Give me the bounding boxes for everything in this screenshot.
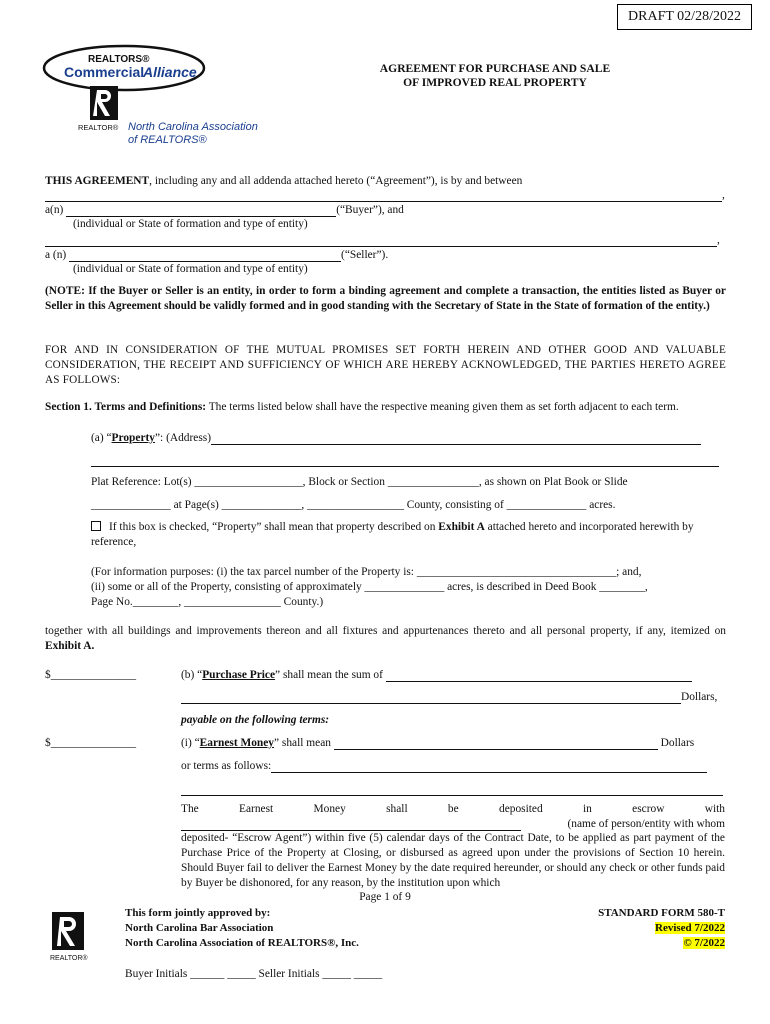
info-line-1: (For information purposes: (i) the tax parcel number of the Property is: ___________________________________; and, [91, 566, 642, 578]
purchase-price-suffix: ” shall mean the sum of [275, 669, 383, 681]
property-label-prefix: (a) “ [91, 432, 112, 444]
property-address-line[interactable] [91, 431, 724, 445]
info-line-2: (ii) some or all of the Property, consisting of approximately ______________ acres, is described in Deed Book ________, [91, 581, 648, 593]
exhibit-a-checkbox[interactable] [91, 521, 101, 531]
earnest-money-suffix: ” shall mean [274, 737, 331, 749]
purchase-price-label: Purchase Price [202, 669, 276, 681]
earnest-money-label: Earnest Money [199, 737, 275, 749]
title-line-2: OF IMPROVED REAL PROPERTY [403, 76, 587, 89]
together-paragraph [45, 624, 726, 654]
earnest-money-amount-field[interactable]: $_______________ [45, 737, 137, 749]
logo-graphic [42, 44, 292, 154]
plat-reference-line: Plat Reference: Lot(s) ___________________, Block or Section ________________, as shown on Plat Book or Slide [91, 476, 628, 488]
draft-stamp: DRAFT 02/28/2022 [617, 4, 752, 30]
payable-terms-label: payable on the following terms: [181, 714, 330, 726]
section-1-paragraph [45, 400, 726, 415]
escrow-name-note: (name of person/entity with whom [567, 818, 725, 830]
party-1-name-field[interactable]: , [45, 188, 726, 202]
buyer-prefix: a(n) [45, 204, 64, 216]
intro-bold: THIS AGREEMENT [45, 175, 150, 187]
deposit-word: be [447, 803, 459, 815]
earnest-deposit-paragraph: deposited- “Escrow Agent”) within five (5) calendar days of the Contract Date, to be applied as part payment of the Purchase Price of the Property at Closing, or disbursed as agreed upon under the provisions of Section 10 herein. Should Buyer fail to deliver the Earnest Money by the date required hereunder, or should any check or other funds paid by Buyer be dishonored, for any reason, by the institution upon which [181, 832, 725, 889]
purchase-price-line[interactable] [181, 668, 725, 682]
earnest-money-dollars: Dollars [660, 737, 695, 749]
logo-association-line1: North Carolina Association [128, 121, 258, 133]
logo-realtors-text: REALTORS® [88, 54, 150, 65]
info-line-3: Page No.________, _________________ County.) [91, 596, 324, 608]
page-number: Page 1 of 9 [359, 891, 411, 903]
buyer-line[interactable] [45, 203, 726, 217]
seller-line[interactable] [45, 248, 726, 262]
footer-initials-line[interactable]: Buyer Initials ______ _____ Seller Initials _____ _____ [125, 968, 383, 980]
document-title [330, 62, 660, 90]
deposit-word: Earnest [239, 803, 274, 815]
checkbox-text-2: attached hereto and incorporated herewith by reference, [91, 521, 694, 548]
checkbox-exhibit-bold: Exhibit A [438, 521, 485, 533]
together-exhibit-bold: Exhibit A. [45, 640, 95, 652]
footer-copyright: © 7/2022 [683, 937, 725, 949]
section-1-text: The terms listed below shall have the respective meaning given them as set forth adjacent to each term. [206, 401, 679, 413]
deposit-word: shall [386, 803, 408, 815]
party-2-name-field[interactable]: , [45, 233, 726, 247]
property-address-line-2[interactable] [91, 453, 770, 467]
footer-form-block [598, 906, 725, 951]
intro-text: , including any and all addenda attached hereto (“Agreement”), is by and between [149, 175, 523, 187]
realtor-r-icon [48, 910, 100, 962]
logo-realtor-mark: REALTOR® [78, 123, 119, 132]
logo-commercial-text: Commercial [64, 64, 145, 80]
footer-approved-2: North Carolina Bar Association [125, 922, 274, 934]
realtors-commercial-alliance-logo [42, 44, 292, 154]
logo-association-line2: of REALTORS® [128, 134, 207, 146]
deposit-words-line [181, 802, 725, 816]
entity-note: (NOTE: If the Buyer or Seller is an entity, in order to form a binding agreement and complete a transaction, the entities listed as Buyer or Seller in this Agreement should be validly formed and in good standing with the Secretary of State in the State of formation of the entity.) [45, 285, 726, 312]
seller-suffix: (“Seller”). [341, 249, 389, 261]
deposit-word: in [582, 803, 592, 815]
buyer-note: (individual or State of formation and type of entity) [73, 218, 308, 230]
together-text: together with all buildings and improvements thereon and all fixtures and appurtenances thereto and all personal property, if any, itemized on [45, 625, 726, 637]
footer-approved-3: North Carolina Association of REALTORS®, Inc. [125, 937, 359, 949]
earnest-or-terms-label: or terms as follows: [181, 760, 272, 772]
exhibit-a-checkbox-row[interactable] [91, 520, 725, 550]
property-label-suffix: ”: (Address) [155, 432, 211, 444]
deposit-word: Money [313, 803, 346, 815]
checkbox-text-1: If this box is checked, “Property” shall mean that property described on [109, 521, 439, 533]
seller-note: (individual or State of formation and type of entity) [73, 263, 308, 275]
footer-form-number: STANDARD FORM 580-T [598, 907, 725, 919]
earnest-money-prefix: (i) “ [181, 737, 200, 749]
property-label: Property [111, 432, 155, 444]
earnest-money-line[interactable] [181, 736, 725, 750]
plat-page-line: ______________ at Page(s) ______________, _________________ County, consisting of ______________ acres. [91, 499, 616, 511]
logo-alliance-text: Alliance [143, 64, 197, 80]
footer-revised: Revised 7/2022 [655, 922, 725, 934]
consideration-paragraph: FOR AND IN CONSIDERATION OF THE MUTUAL PROMISES SET FORTH HEREIN AND OTHER GOOD AND VALUABLE CONSIDERATION, THE RECEIPT AND SUFFICIENCY OF WHICH ARE HEREBY ACKNOWLEDGED, THE PARTIES HERETO AGREE AS FOLLOWS: [45, 344, 726, 386]
footer-approved-1: This form jointly approved by: [125, 907, 271, 919]
purchase-price-amount-field[interactable]: $_______________ [45, 669, 137, 681]
intro-line [45, 174, 726, 188]
footer-realtor-mark: REALTOR® [50, 955, 88, 962]
earnest-or-terms-line[interactable] [181, 759, 770, 773]
seller-prefix: a (n) [45, 249, 67, 261]
purchase-price-prefix: (b) “ [181, 669, 203, 681]
deposit-word: The [181, 803, 199, 815]
escrow-agent-line[interactable] [181, 817, 725, 831]
earnest-terms-line-2[interactable] [181, 782, 770, 796]
title-line-1: AGREEMENT FOR PURCHASE AND SALE [379, 62, 611, 75]
section-1-heading: Section 1. Terms and Definitions: [45, 401, 207, 413]
buyer-suffix: (“Buyer”), and [336, 204, 404, 216]
realtor-footer-logo [48, 910, 100, 962]
purchase-price-dollars: Dollars, [681, 691, 718, 703]
deposit-word: with [704, 803, 725, 815]
purchase-price-words-line[interactable] [181, 690, 770, 704]
deposit-word: deposited [499, 803, 543, 815]
deposit-word: escrow [632, 803, 665, 815]
